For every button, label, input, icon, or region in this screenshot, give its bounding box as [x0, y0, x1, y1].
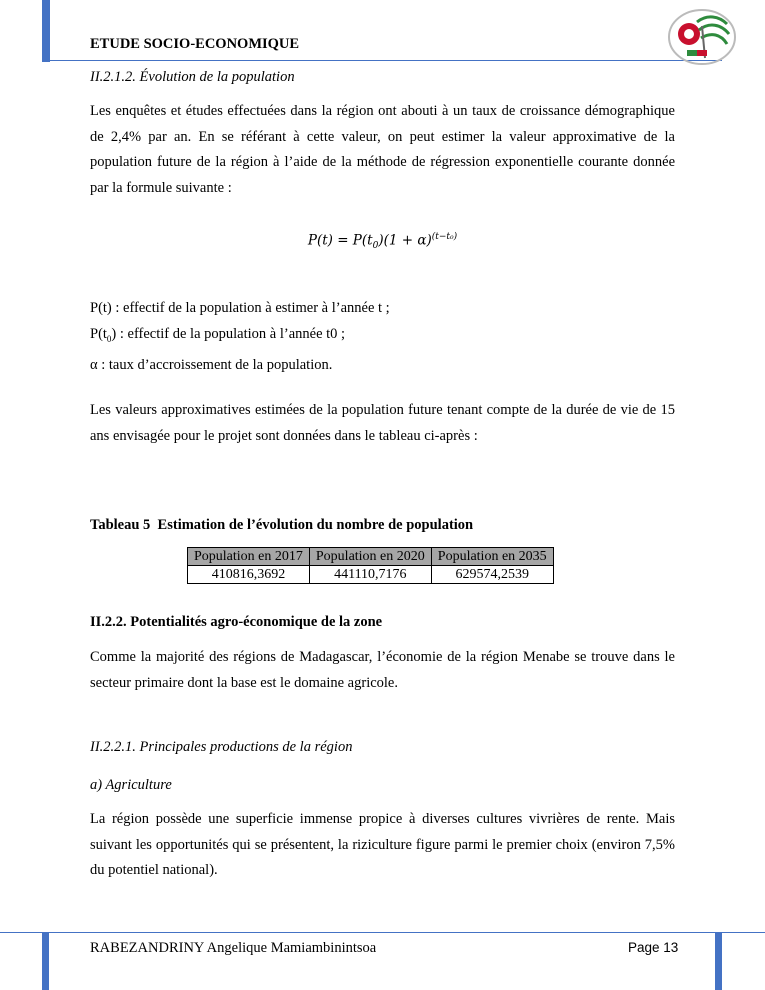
footer-right-bar [715, 932, 722, 990]
institution-logo-icon [667, 8, 737, 66]
population-formula [90, 232, 675, 251]
formula-sub: 0 [372, 241, 379, 252]
agriculture-paragraph [90, 807, 675, 884]
table-cell: 629574,2539 [431, 566, 553, 584]
definition-pt0 [90, 321, 390, 352]
definition-pt0-sub: 0 [106, 333, 112, 344]
table-caption: Tableau 5 Estimation de l’évolution du nombre de population [90, 517, 474, 533]
agriculture-text: La région possède une superficie immense propice à diverses cultures vivrières de rente. Mais suivant les opportunités qui se présentent, la riziculture figure parmi le premier choix (environ 7,5% du potentiel national). [90, 811, 675, 878]
intro-text: Les enquêtes et études effectuées dans la région ont abouti à un taux de croissance démographique de 2,4% par an. En se référant à cette valeur, on peut estimer la valeur approximative de la population future de la région à l’aide de la méthode de régression exponentielle courante donnée par la formule suivante : [90, 103, 675, 196]
table-header-cell: Population en 2020 [309, 548, 431, 566]
footer-author: RABEZANDRINY Angelique Mamiambinintsoa [90, 940, 377, 956]
footer-page-number: Page 13 [628, 940, 679, 955]
definition-pt0-a: P(t [90, 326, 107, 342]
table-cell: 441110,7176 [309, 566, 431, 584]
intro-paragraph [90, 99, 675, 201]
footer-left-bar [42, 932, 49, 990]
sub-heading-agriculture: a) Agriculture [90, 777, 172, 793]
potentialites-text: Comme la majorité des régions de Madagascar, l’économie de la région Menabe se trouve dans le secteur primaire dont la base est le domaine agricole. [90, 649, 675, 691]
table-header-cell: Population en 2017 [188, 548, 310, 566]
section-heading-productions: II.2.2.1. Principales productions de la région [90, 739, 353, 755]
potentialites-paragraph [90, 645, 675, 696]
table-header-cell: Population en 2035 [431, 548, 553, 566]
footer-rule [0, 932, 765, 933]
formula-rhs: )(1 + α) [378, 232, 432, 249]
estimates-text: Les valeurs approximatives estimées de la population future tenant compte de la durée de vie de 15 ans envisagée pour le projet sont données dans le tableau ci-après : [90, 402, 675, 444]
header-title: ETUDE SOCIO-ECONOMIQUE [90, 36, 300, 52]
population-table [187, 547, 554, 584]
estimates-paragraph [90, 398, 675, 449]
section-heading-evolution: II.2.1.2. Évolution de la population [90, 69, 295, 85]
formula-exponent: (t−t₀) [431, 232, 458, 242]
header-left-bar [42, 0, 50, 62]
formula-definitions [90, 295, 390, 378]
section-heading-potentialites: II.2.2. Potentialités agro-économique de la zone [90, 614, 383, 630]
definition-pt: P(t) : effectif de la population à estimer à l’année t ; [90, 300, 390, 316]
table-header-row [188, 548, 554, 566]
table-row [188, 566, 554, 584]
header-rule [42, 60, 722, 61]
definition-pt0-b: ) : effectif de la population à l’année t0 ; [111, 326, 346, 342]
formula-lhs: P(t) = P(t [307, 232, 373, 249]
table-cell: 410816,3692 [188, 566, 310, 584]
definition-alpha: α : taux d’accroissement de la population. [90, 356, 333, 373]
